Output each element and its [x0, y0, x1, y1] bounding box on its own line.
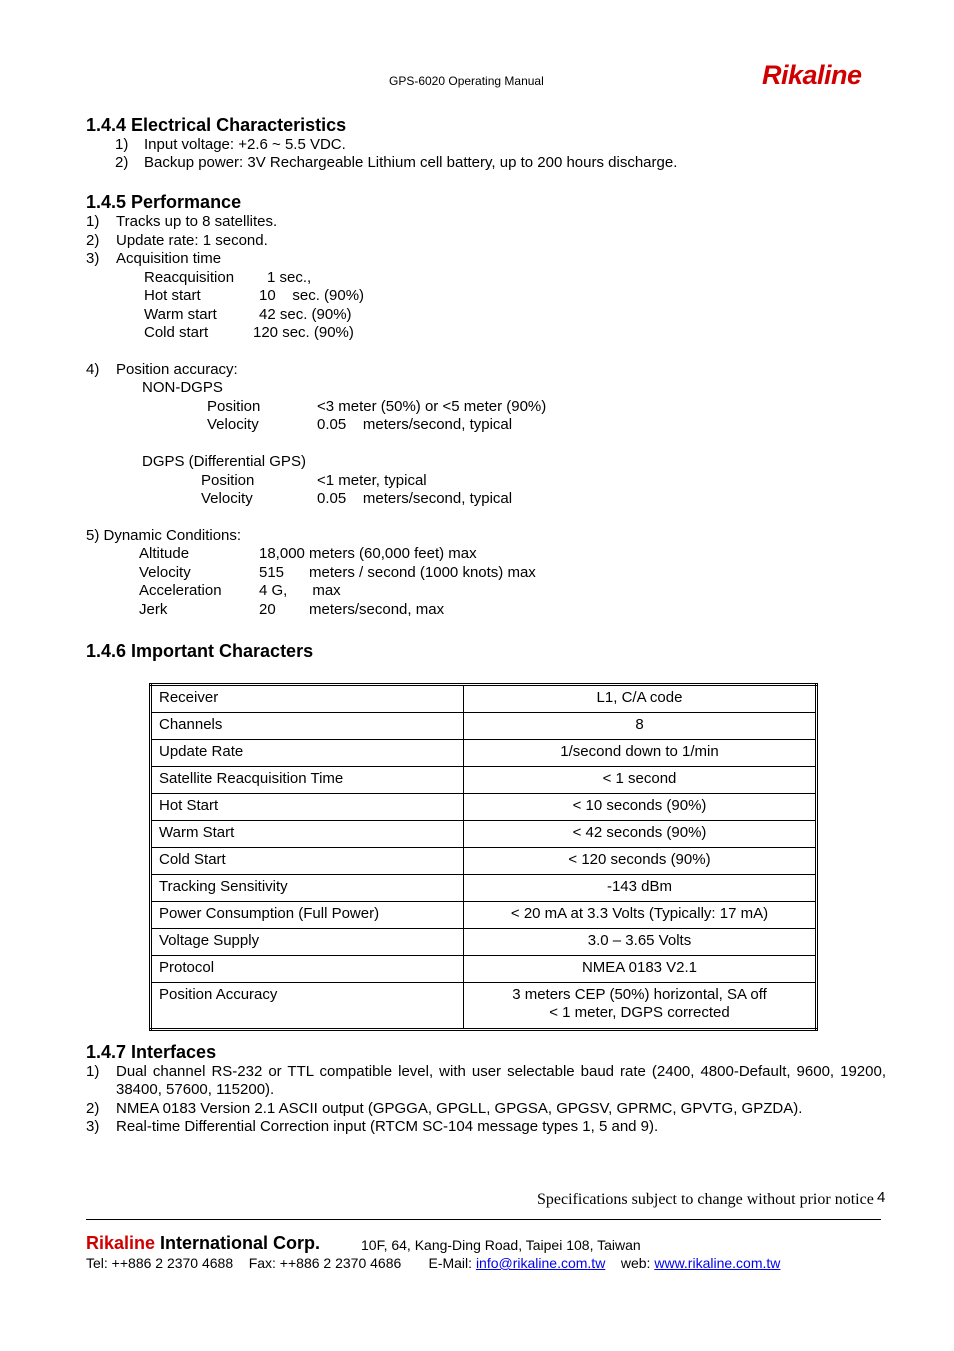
table-cell-key: Power Consumption (Full Power)	[151, 902, 464, 929]
characteristics-table	[149, 683, 818, 1031]
disclaimer-note: Specifications subject to change without prior notice	[537, 1191, 874, 1208]
accuracy-value: <1 meter, typical	[317, 472, 427, 489]
table-row	[151, 767, 817, 794]
accuracy-value: 0.05 meters/second, typical	[317, 490, 513, 507]
heading-important-characters: 1.4.6 Important Characters	[86, 641, 314, 661]
table-cell-value: 1/second down to 1/min	[464, 740, 817, 767]
heading-performance: 1.4.5 Performance	[86, 192, 242, 212]
contact-line	[86, 1255, 780, 1271]
table-cell-value: -143 dBm	[464, 875, 817, 902]
company-name-brand: Rikaline	[86, 1233, 156, 1253]
contact-phone-fax: Tel: ++886 2 2370 4688 Fax: ++886 2 2370 4686 E-Mail:	[86, 1255, 476, 1271]
website-link[interactable]: www.rikaline.com.tw	[654, 1255, 781, 1271]
list-item: Position accuracy:	[116, 361, 238, 378]
table-cell-value: NMEA 0183 V2.1	[464, 956, 817, 983]
table-cell-value: 8	[464, 713, 817, 740]
company-name-rest: International Corp.	[155, 1233, 321, 1253]
acq-value: 10 sec. (90%)	[259, 287, 365, 304]
list-number: 1)	[86, 1063, 100, 1080]
table-row	[151, 875, 817, 902]
heading-electrical: 1.4.4 Electrical Characteristics	[86, 115, 347, 135]
footer-divider	[86, 1219, 881, 1220]
accuracy-label: Velocity	[201, 490, 253, 507]
table-row	[151, 740, 817, 767]
list-item: Tracks up to 8 satellites.	[116, 213, 278, 230]
table-cell-value: < 1 second	[464, 767, 817, 794]
list-item: Acquisition time	[116, 250, 222, 267]
accuracy-value: 0.05 meters/second, typical	[317, 416, 513, 433]
table-cell-key: Warm Start	[151, 821, 464, 848]
table-cell-value: < 20 mA at 3.3 Volts (Typically: 17 mA)	[464, 902, 817, 929]
dynamic-label: Altitude	[139, 545, 190, 562]
table-cell-value: L1, C/A code	[464, 685, 817, 713]
acq-label: Hot start	[144, 287, 201, 304]
table-row	[151, 929, 817, 956]
email-link[interactable]: info@rikaline.com.tw	[475, 1255, 606, 1271]
accuracy-label: Position	[207, 398, 261, 415]
dynamic-value: 18,000 meters (60,000 feet) max	[259, 545, 477, 562]
dynamic-value: 20 meters/second, max	[259, 601, 445, 618]
list-item: Dual channel RS-232 or TTL compatible level, with user selectable baud rate (2400, 4800-Default, 9600, 19200, 38400, 57600, 115200).	[116, 1063, 886, 1098]
list-item: Input voltage: +2.6 ~ 5.5 VDC.	[144, 136, 346, 153]
list-item: NMEA 0183 Version 2.1 ASCII output (GPGGA, GPGLL, GPGSA, GPGSV, GPRMC, GPVTG, GPZDA).	[116, 1100, 803, 1117]
table-row	[151, 713, 817, 740]
dynamic-label: Acceleration	[139, 582, 222, 599]
accuracy-label: Velocity	[207, 416, 259, 433]
table-cell-line: < 1 meter, DGPS corrected	[549, 1004, 730, 1021]
table-cell-key: Receiver	[151, 685, 464, 713]
table-row	[151, 794, 817, 821]
list-item: Backup power: 3V Rechargeable Lithium cell battery, up to 200 hours discharge.	[144, 154, 678, 171]
document-title: GPS-6020 Operating Manual	[389, 74, 544, 88]
accuracy-value: <3 meter (50%) or <5 meter (90%)	[317, 398, 547, 415]
table-cell-key: Position Accuracy	[151, 983, 464, 1030]
table-cell-key: Cold Start	[151, 848, 464, 875]
list-number: 2)	[86, 1100, 100, 1117]
table-row	[151, 956, 817, 983]
company-address: 10F, 64, Kang-Ding Road, Taipei 108, Taiwan	[361, 1237, 641, 1253]
table-row	[151, 821, 817, 848]
accuracy-label: Position	[201, 472, 255, 489]
table-cell-value: < 10 seconds (90%)	[464, 794, 817, 821]
table-row	[151, 848, 817, 875]
dynamic-value: 515 meters / second (1000 knots) max	[259, 564, 536, 581]
heading-interfaces: 1.4.7 Interfaces	[86, 1042, 217, 1062]
dynamic-label: Jerk	[139, 601, 168, 618]
table-cell-key: Channels	[151, 713, 464, 740]
acq-label: Reacquisition	[144, 269, 235, 286]
acq-value: 42 sec. (90%)	[259, 306, 352, 323]
table-cell-key: Hot Start	[151, 794, 464, 821]
list-number: 1)	[86, 213, 100, 230]
web-label: web:	[605, 1255, 655, 1271]
table-row	[151, 902, 817, 929]
rikaline-logo: Rikaline	[762, 60, 862, 90]
table-cell-value: < 42 seconds (90%)	[464, 821, 817, 848]
dynamic-value: 4 G, max	[259, 582, 341, 599]
table-cell-key: Tracking Sensitivity	[151, 875, 464, 902]
subheading-dgps: DGPS (Differential GPS)	[142, 453, 306, 470]
page-number: 4	[877, 1189, 886, 1206]
list-number: 1)	[115, 136, 129, 153]
table-row	[151, 983, 817, 1030]
table-cell-value: 3.0 – 3.65 Volts	[464, 929, 817, 956]
table-cell-value	[464, 983, 817, 1030]
list-number: 4)	[86, 361, 100, 378]
table-cell-line: 3 meters CEP (50%) horizontal, SA off	[512, 986, 767, 1003]
list-number: 2)	[115, 154, 129, 171]
dynamic-conditions-title: 5) Dynamic Conditions:	[86, 527, 242, 544]
table-row	[151, 685, 817, 713]
subheading-non-dgps: NON-DGPS	[142, 379, 223, 396]
list-number: 3)	[86, 1118, 100, 1135]
table-cell-key: Satellite Reacquisition Time	[151, 767, 464, 794]
acq-label: Warm start	[144, 306, 217, 323]
table-cell-key: Voltage Supply	[151, 929, 464, 956]
acq-label: Cold start	[144, 324, 209, 341]
acq-value: 120 sec. (90%)	[253, 324, 354, 341]
table-cell-key: Update Rate	[151, 740, 464, 767]
dynamic-label: Velocity	[139, 564, 191, 581]
acq-value: 1 sec.,	[267, 269, 312, 286]
list-number: 3)	[86, 250, 100, 267]
table-cell-value: < 120 seconds (90%)	[464, 848, 817, 875]
list-item: Update rate: 1 second.	[116, 232, 268, 249]
table-cell-key: Protocol	[151, 956, 464, 983]
list-item: Real-time Differential Correction input (RTCM SC-104 message types 1, 5 and 9).	[116, 1118, 659, 1135]
list-number: 2)	[86, 232, 100, 249]
company-name	[86, 1233, 320, 1254]
